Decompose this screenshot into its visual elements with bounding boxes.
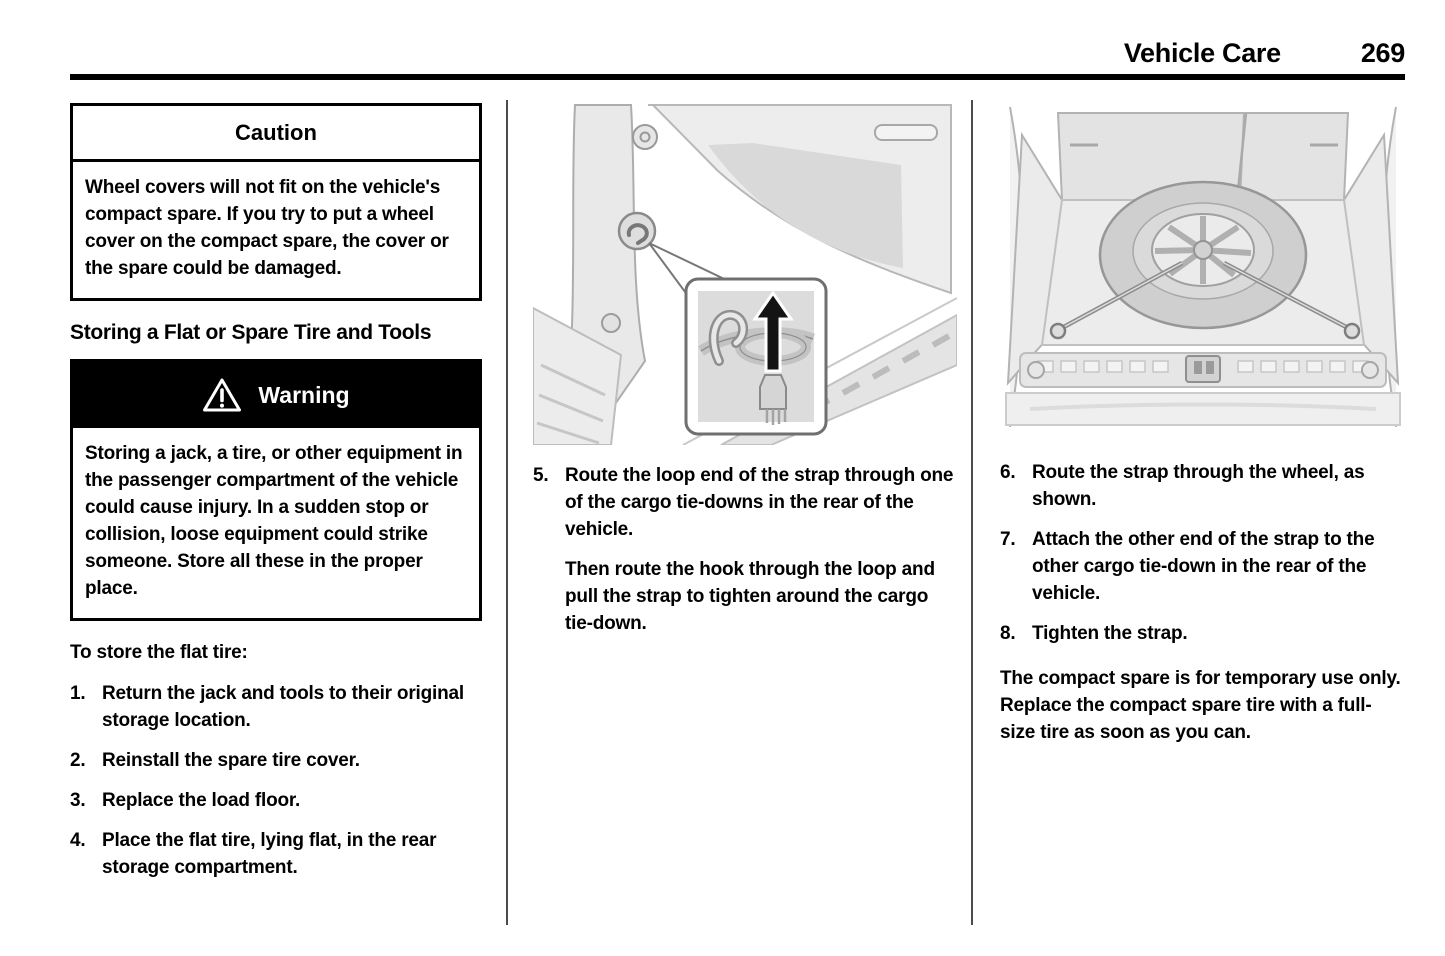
step-text: Tighten the strap.: [1032, 623, 1188, 644]
list-item: [70, 827, 482, 881]
list-item: [1000, 620, 1406, 647]
step-number: 6.: [1000, 462, 1016, 483]
page-header: [70, 38, 1405, 69]
step-text: Place the flat tire, lying flat, in the rear storage compartment.: [102, 830, 437, 878]
step-text: Return the jack and tools to their original storage location.: [102, 683, 464, 731]
step-text: Attach the other end of the strap to the other cargo tie-down in the rear of the vehicle.: [1032, 529, 1375, 604]
middle-column: [533, 103, 957, 650]
step-number: 3.: [70, 790, 86, 811]
left-column: [70, 103, 482, 894]
step-number: 5.: [533, 465, 549, 486]
column-divider-right: [971, 100, 973, 925]
step-text: Reinstall the spare tire cover.: [102, 750, 360, 771]
step-number: 1.: [70, 683, 86, 704]
warning-body: Storing a jack, a tire, or other equipment in the passenger compartment of the vehicle could cause injury. In a sudden stop or collision, loose equipment could strike someone. Store all these in the proper place.: [85, 443, 463, 599]
column-divider-left: [506, 100, 508, 925]
cargo-tie-down-illustration: [533, 103, 957, 450]
step-text: Route the loop end of the strap through one of the cargo tie-downs in the rear of the vehicle.: [565, 465, 954, 540]
closing-paragraph: The compact spare is for temporary use only. Replace the compact spare tire with a full-size tire as soon as you can.: [1000, 668, 1401, 743]
page-number: 269: [1360, 38, 1405, 68]
caution-title: Caution: [73, 106, 479, 162]
list-item: [70, 747, 482, 774]
list-item: [70, 787, 482, 814]
step-text: Replace the load floor.: [102, 790, 301, 811]
intro-text: To store the flat tire:: [70, 642, 248, 663]
step-text: Route the strap through the wheel, as shown.: [1032, 462, 1365, 510]
warning-title: Warning: [258, 381, 350, 408]
warning-triangle-icon: [202, 377, 242, 413]
caution-body: Wheel covers will not fit on the vehicle's compact spare. If you try to put a wheel cover on the compact spare, the cover or the spare could be damaged.: [85, 177, 449, 279]
step-number: 4.: [70, 830, 86, 851]
step-continuation: Then route the hook through the loop and pull the strap to tighten around the cargo tie-down.: [565, 559, 935, 634]
warning-box: [70, 359, 482, 621]
list-item: [70, 680, 482, 734]
step-number: 7.: [1000, 529, 1016, 550]
list-item: [1000, 526, 1406, 607]
header-rule: [70, 74, 1405, 80]
step-number: 8.: [1000, 623, 1016, 644]
spare-tire-storage-illustration: [1000, 105, 1406, 435]
right-column: [1000, 103, 1406, 765]
section-title: Vehicle Care: [1123, 38, 1281, 68]
caution-box: [70, 103, 482, 301]
step-number: 2.: [70, 750, 86, 771]
list-item: [533, 462, 957, 543]
section-heading: Storing a Flat or Spare Tire and Tools: [70, 321, 432, 344]
list-item: [1000, 459, 1406, 513]
warning-header: [73, 362, 479, 428]
